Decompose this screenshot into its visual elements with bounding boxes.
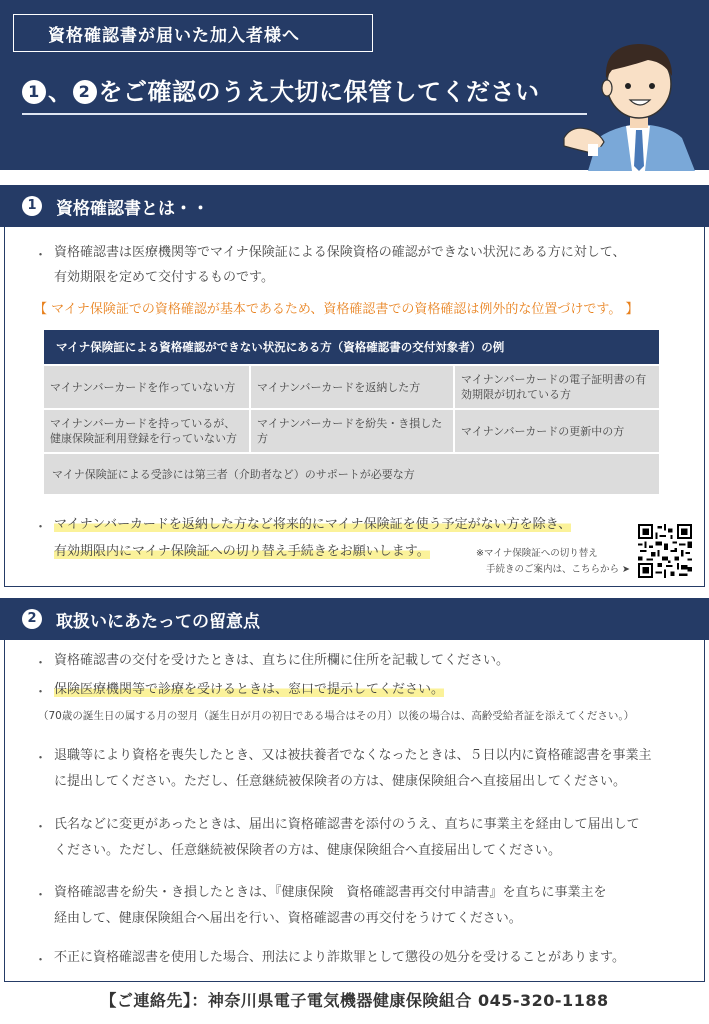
table-cell: マイナンバーカードを持っているが、健康保険証利用登録を行っていない方 <box>44 410 249 452</box>
section2-title: 取扱いにあたっての留意点 <box>56 611 260 632</box>
section2-item5-line2: 経由して、健康保険組合へ届出を行い、資格確認書の再交付をうけてください。 <box>54 911 522 926</box>
table-cell: マイナンバーカードを作っていない方 <box>44 366 249 408</box>
bullet-dot: ・ <box>34 685 48 700</box>
section1-line1: 資格確認書は医療機関等でマイナ保険証による保険資格の確認ができない状況にある方に対して、 <box>54 245 626 260</box>
section1-number-badge: 1 <box>22 196 42 216</box>
bullet-dot: ・ <box>34 820 48 835</box>
section1-highlight-line2: 有効期限内にマイナ保険証への切り替え手続きをお願いします。 <box>54 544 430 559</box>
section1-header <box>0 185 709 227</box>
title-number-2: 2 <box>73 80 97 104</box>
eligibility-table <box>44 330 659 494</box>
contact-footer: 【ご連絡先】：神奈川県電子電気機器健康保険組合 045-320-1188 <box>100 991 609 1010</box>
section1-line2: 有効期限を定めて交付するものです。 <box>54 270 274 285</box>
title-number-1: 1 <box>22 80 46 104</box>
table-cell: マイナンバーカードの電子証明書の有効期限が切れている方 <box>455 366 659 408</box>
section1-title: 資格確認書とは・・ <box>56 198 209 219</box>
section1-notice: 【 マイナ保険証での資格確認が基本であるため、資格確認書での資格確認は例外的な位置づけです。 】 <box>34 302 639 317</box>
section2-item1: 資格確認書の交付を受けたときは、直ちに住所欄に住所を記載してください。 <box>54 653 510 668</box>
qr-note-line1: ※マイナ保険証への切り替え <box>476 548 598 559</box>
bullet-dot: ・ <box>34 751 48 766</box>
table-row <box>44 366 659 408</box>
section2-item6: 不正に資格確認書を使用した場合、刑法により詐欺罪として懲役の処分を受けることがあります。 <box>54 950 625 965</box>
section2-item3-line2: に提出してください。ただし、任意継続被保険者の方は、健康保険組合へ直接届出してください。 <box>54 774 627 789</box>
table-row <box>44 410 659 452</box>
table-header: マイナ保険証による資格確認ができない状況にある方（資格確認書の交付対象者）の例 <box>44 330 659 364</box>
title-separator: 、 <box>48 78 73 106</box>
guide-person-illustration <box>560 26 709 171</box>
bullet-dot: ・ <box>34 888 48 903</box>
title-text: をご確認のうえ大切に保管してください <box>98 78 540 106</box>
section1-highlight-line1: マイナンバーカードを返納した方など将来的にマイナ保険証を使う予定がない方を除き、 <box>54 517 572 532</box>
section2-item2-note: （70歳の誕生日の属する月の翌月（誕生日が月の初日である場合はその月）以後の場合は、高齢受給者証を添えてください。） <box>38 710 635 722</box>
bullet-dot: ・ <box>34 520 48 535</box>
bullet-dot: ・ <box>34 953 48 968</box>
header-banner <box>0 0 709 170</box>
header-subtitle: 資格確認書が届いた加入者様へ <box>13 14 373 52</box>
section2-item3-line1: 退職等により資格を喪失したとき、又は被扶養者でなくなったときは、５日以内に資格確認書を事業主 <box>54 748 652 763</box>
qr-code-icon[interactable] <box>638 524 692 578</box>
section2-item5-line1: 資格確認書を紛失・き損したときは、『健康保険 資格確認書再交付申請書』を直ちに事業主を <box>54 885 607 900</box>
qr-note-line2: 手続きのご案内は、こちらから ➤ <box>486 564 630 575</box>
page-title <box>22 72 540 107</box>
table-full-row: マイナ保険証による受診には第三者（介助者など）のサポートが必要な方 <box>44 454 659 494</box>
section2-item2: 保険医療機関等で診療を受けるときは、窓口で提示してください。 <box>54 682 445 697</box>
title-underline <box>22 113 587 115</box>
bullet-dot: ・ <box>34 248 48 263</box>
section2-header <box>0 598 709 640</box>
bullet-dot: ・ <box>34 656 48 671</box>
section2-item4-line1: 氏名などに変更があったときは、届出に資格確認書を添付のうえ、直ちに事業主を経由して届出して <box>54 817 640 832</box>
table-cell: マイナンバーカードを返納した方 <box>251 366 453 408</box>
table-cell: マイナンバーカードの更新中の方 <box>455 410 659 452</box>
section2-item4-line2: ください。ただし、任意継続被保険者の方は、健康保険組合へ直接届出してください。 <box>54 843 562 858</box>
section2-number-badge: 2 <box>22 609 42 629</box>
table-cell: マイナンバーカードを紛失・き損した方 <box>251 410 453 452</box>
